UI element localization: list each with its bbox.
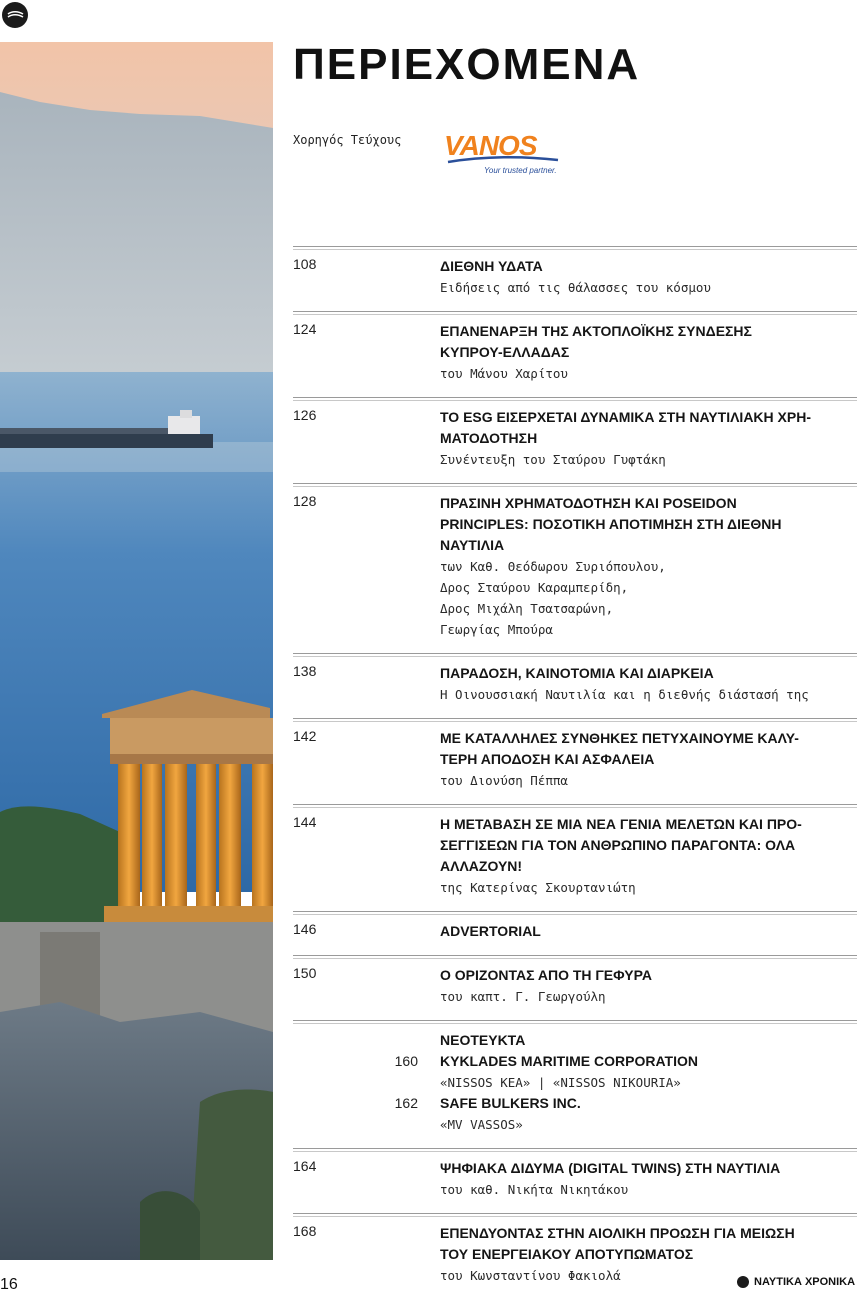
toc-subtitle: «MV VASSOS» (440, 1117, 523, 1132)
toc-entry[interactable] (293, 911, 857, 955)
toc-subtitle: των Καθ. Θεόδωρου Συριόπουλου, (440, 559, 666, 574)
toc-title: ΜΕ ΚΑΤΑΛΛΗΛΕΣ ΣΥΝΘΗΚΕΣ ΠΕΤΥΧΑΙΝΟΥΜΕ ΚΑΛΥ- (440, 730, 799, 746)
toc-page-number: 168 (293, 1223, 317, 1239)
page-number: 16 (0, 1276, 18, 1293)
sponsor-logo-swoosh-icon (444, 130, 564, 170)
toc-title: ΔΙΕΘΝΗ ΥΔΑΤΑ (440, 258, 543, 274)
sponsor-logo (444, 130, 564, 180)
toc-entry-newbuildings (293, 1020, 857, 1148)
toc-title: ΠΑΡΑΔΟΣΗ, ΚΑΙΝΟΤΟΜΙΑ ΚΑΙ ΔΙΑΡΚΕΙΑ (440, 665, 714, 681)
footer-brand (737, 1276, 855, 1288)
toc-page-number: 150 (293, 965, 317, 981)
toc-title: ΑΛΛΑΖΟΥΝ! (440, 858, 523, 874)
sponsor-logo-text: VANOS (444, 130, 537, 161)
toc-subtitle: Γεωργίας Μπούρα (440, 622, 553, 637)
acropolis-sea-photo (0, 42, 273, 1260)
toc-subtitle: Δρος Μιχάλη Τσατσαρώνη, (440, 601, 614, 616)
toc-subtitle: Συνέντευξη του Σταύρου Γυφτάκη (440, 452, 666, 467)
toc-page-number: 126 (293, 407, 317, 423)
toc-title: ΜΑΤΟΔΟΤΗΣΗ (440, 430, 538, 446)
toc-title: SAFE BULKERS INC. (440, 1095, 581, 1111)
toc-page-number: 142 (293, 728, 317, 744)
toc-title: ΕΠΕΝΔΥΟΝΤΑΣ ΣΤΗΝ ΑΙΟΛΙΚΗ ΠΡΟΩΣΗ ΓΙΑ ΜΕΙΩΣΗ (440, 1225, 795, 1241)
toc-title: ΣΕΓΓΙΣΕΩΝ ΓΙΑ ΤΟΝ ΑΝΘΡΩΠΙΝΟ ΠΑΡΑΓΟΝΤΑ: ΟΛΑ (440, 837, 796, 853)
magazine-logo-icon (2, 2, 28, 28)
toc-title: ΤΟΥ ΕΝΕΡΓΕΙΑΚΟΥ ΑΠΟΤΥΠΩΜΑΤΟΣ (440, 1246, 694, 1262)
toc-page-number: 128 (293, 493, 317, 509)
toc-entry[interactable] (293, 1148, 857, 1213)
toc-title: PRINCIPLES: ΠΟΣΟΤΙΚΗ ΑΠΟΤΙΜΗΣΗ ΣΤΗ ΔΙΕΘΝΗ (440, 516, 782, 532)
toc-title: Ο ΟΡΙΖΟΝΤΑΣ ΑΠΟ ΤΗ ΓΕΦΥΡΑ (440, 967, 652, 983)
toc-page-number: 144 (293, 814, 317, 830)
toc-entry[interactable] (293, 246, 857, 311)
toc-title: ΤΟ ESG ΕΙΣΕΡΧΕΤΑΙ ΔΥΝΑΜΙΚΑ ΣΤΗ ΝΑΥΤΙΛΙΑΚΗ ΧΡΗ- (440, 409, 811, 425)
table-of-contents (293, 246, 857, 1299)
sponsor-tagline: Your trusted partner. (484, 166, 557, 175)
toc-entry[interactable] (293, 653, 857, 718)
toc-page-number: 108 (293, 256, 317, 272)
toc-page-number: 124 (293, 321, 317, 337)
toc-subtitle: του Μάνου Χαρίτου (440, 366, 568, 381)
toc-subtitle: του καπτ. Γ. Γεωργούλη (440, 989, 606, 1004)
magazine-logo-icon (737, 1276, 749, 1288)
toc-subtitle: Η Οινουσσιακή Ναυτιλία και η διεθνής διάστασή της (440, 687, 809, 702)
toc-page-number: 164 (293, 1158, 317, 1174)
toc-title: ADVERTORIAL (440, 923, 541, 939)
toc-title: ΝΑΥΤΙΛΙΑ (440, 537, 505, 553)
toc-subtitle: Ειδήσεις από τις θάλασσες του κόσμου (440, 280, 711, 295)
toc-title: Η ΜΕΤΑΒΑΣΗ ΣΕ ΜΙΑ ΝΕΑ ΓΕΝΙΑ ΜΕΛΕΤΩΝ ΚΑΙ ΠΡΟ- (440, 816, 802, 832)
toc-subtitle: του καθ. Νικήτα Νικητάκου (440, 1182, 629, 1197)
toc-section-title: ΝΕΟΤΕΥΚΤΑ (440, 1032, 526, 1048)
toc-page-number: 146 (293, 921, 317, 937)
toc-subtitle: του Διονύση Πέππα (440, 773, 568, 788)
toc-subtitle: του Κωνσταντίνου Φακιολά (440, 1268, 621, 1283)
toc-entry[interactable] (293, 955, 857, 1020)
toc-page-number: 138 (293, 663, 317, 679)
toc-page-number: 160 (394, 1053, 418, 1069)
toc-subentry[interactable] (394, 1093, 857, 1135)
toc-subtitle: της Κατερίνας Σκουρτανιώτη (440, 880, 636, 895)
footer-brand-name: ΝΑΥΤΙΚΑ ΧΡΟΝΙΚΑ (754, 1276, 856, 1288)
page-title: ΠΕΡΙΕΧΟΜΕΝΑ (293, 40, 641, 89)
toc-title: ΤΕΡΗ ΑΠΟΔΟΣΗ ΚΑΙ ΑΣΦΑΛΕΙΑ (440, 751, 655, 767)
toc-page-number: 162 (394, 1095, 418, 1111)
toc-title: ΚΥΠΡΟΥ-ΕΛΛΑΔΑΣ (440, 344, 570, 360)
toc-subentry[interactable] (394, 1051, 857, 1093)
toc-entry[interactable] (293, 718, 857, 804)
toc-entry[interactable] (293, 397, 857, 483)
toc-entry[interactable] (293, 311, 857, 397)
toc-entry[interactable] (293, 483, 857, 653)
toc-title: ΠΡΑΣΙΝΗ ΧΡΗΜΑΤΟΔΟΤΗΣΗ ΚΑΙ POSEIDON (440, 495, 737, 511)
toc-subtitle: «NISSOS KEA» | «NISSOS NIKOURIA» (440, 1075, 681, 1090)
toc-subtitle: Δρος Σταύρου Καραμπερίδη, (440, 580, 629, 595)
toc-title: ΨΗΦΙΑΚΑ ΔΙΔΥΜΑ (DIGITAL TWINS) ΣΤΗ ΝΑΥΤΙΛΙΑ (440, 1160, 781, 1176)
toc-entry[interactable] (293, 804, 857, 911)
sponsor-label: Χορηγός Τεύχους (293, 133, 402, 147)
toc-title: ΕΠΑΝΕΝΑΡΞΗ ΤΗΣ ΑΚΤΟΠΛΟΪΚΗΣ ΣΥΝΔΕΣΗΣ (440, 323, 752, 339)
toc-title: KYKLADES MARITIME CORPORATION (440, 1053, 698, 1069)
